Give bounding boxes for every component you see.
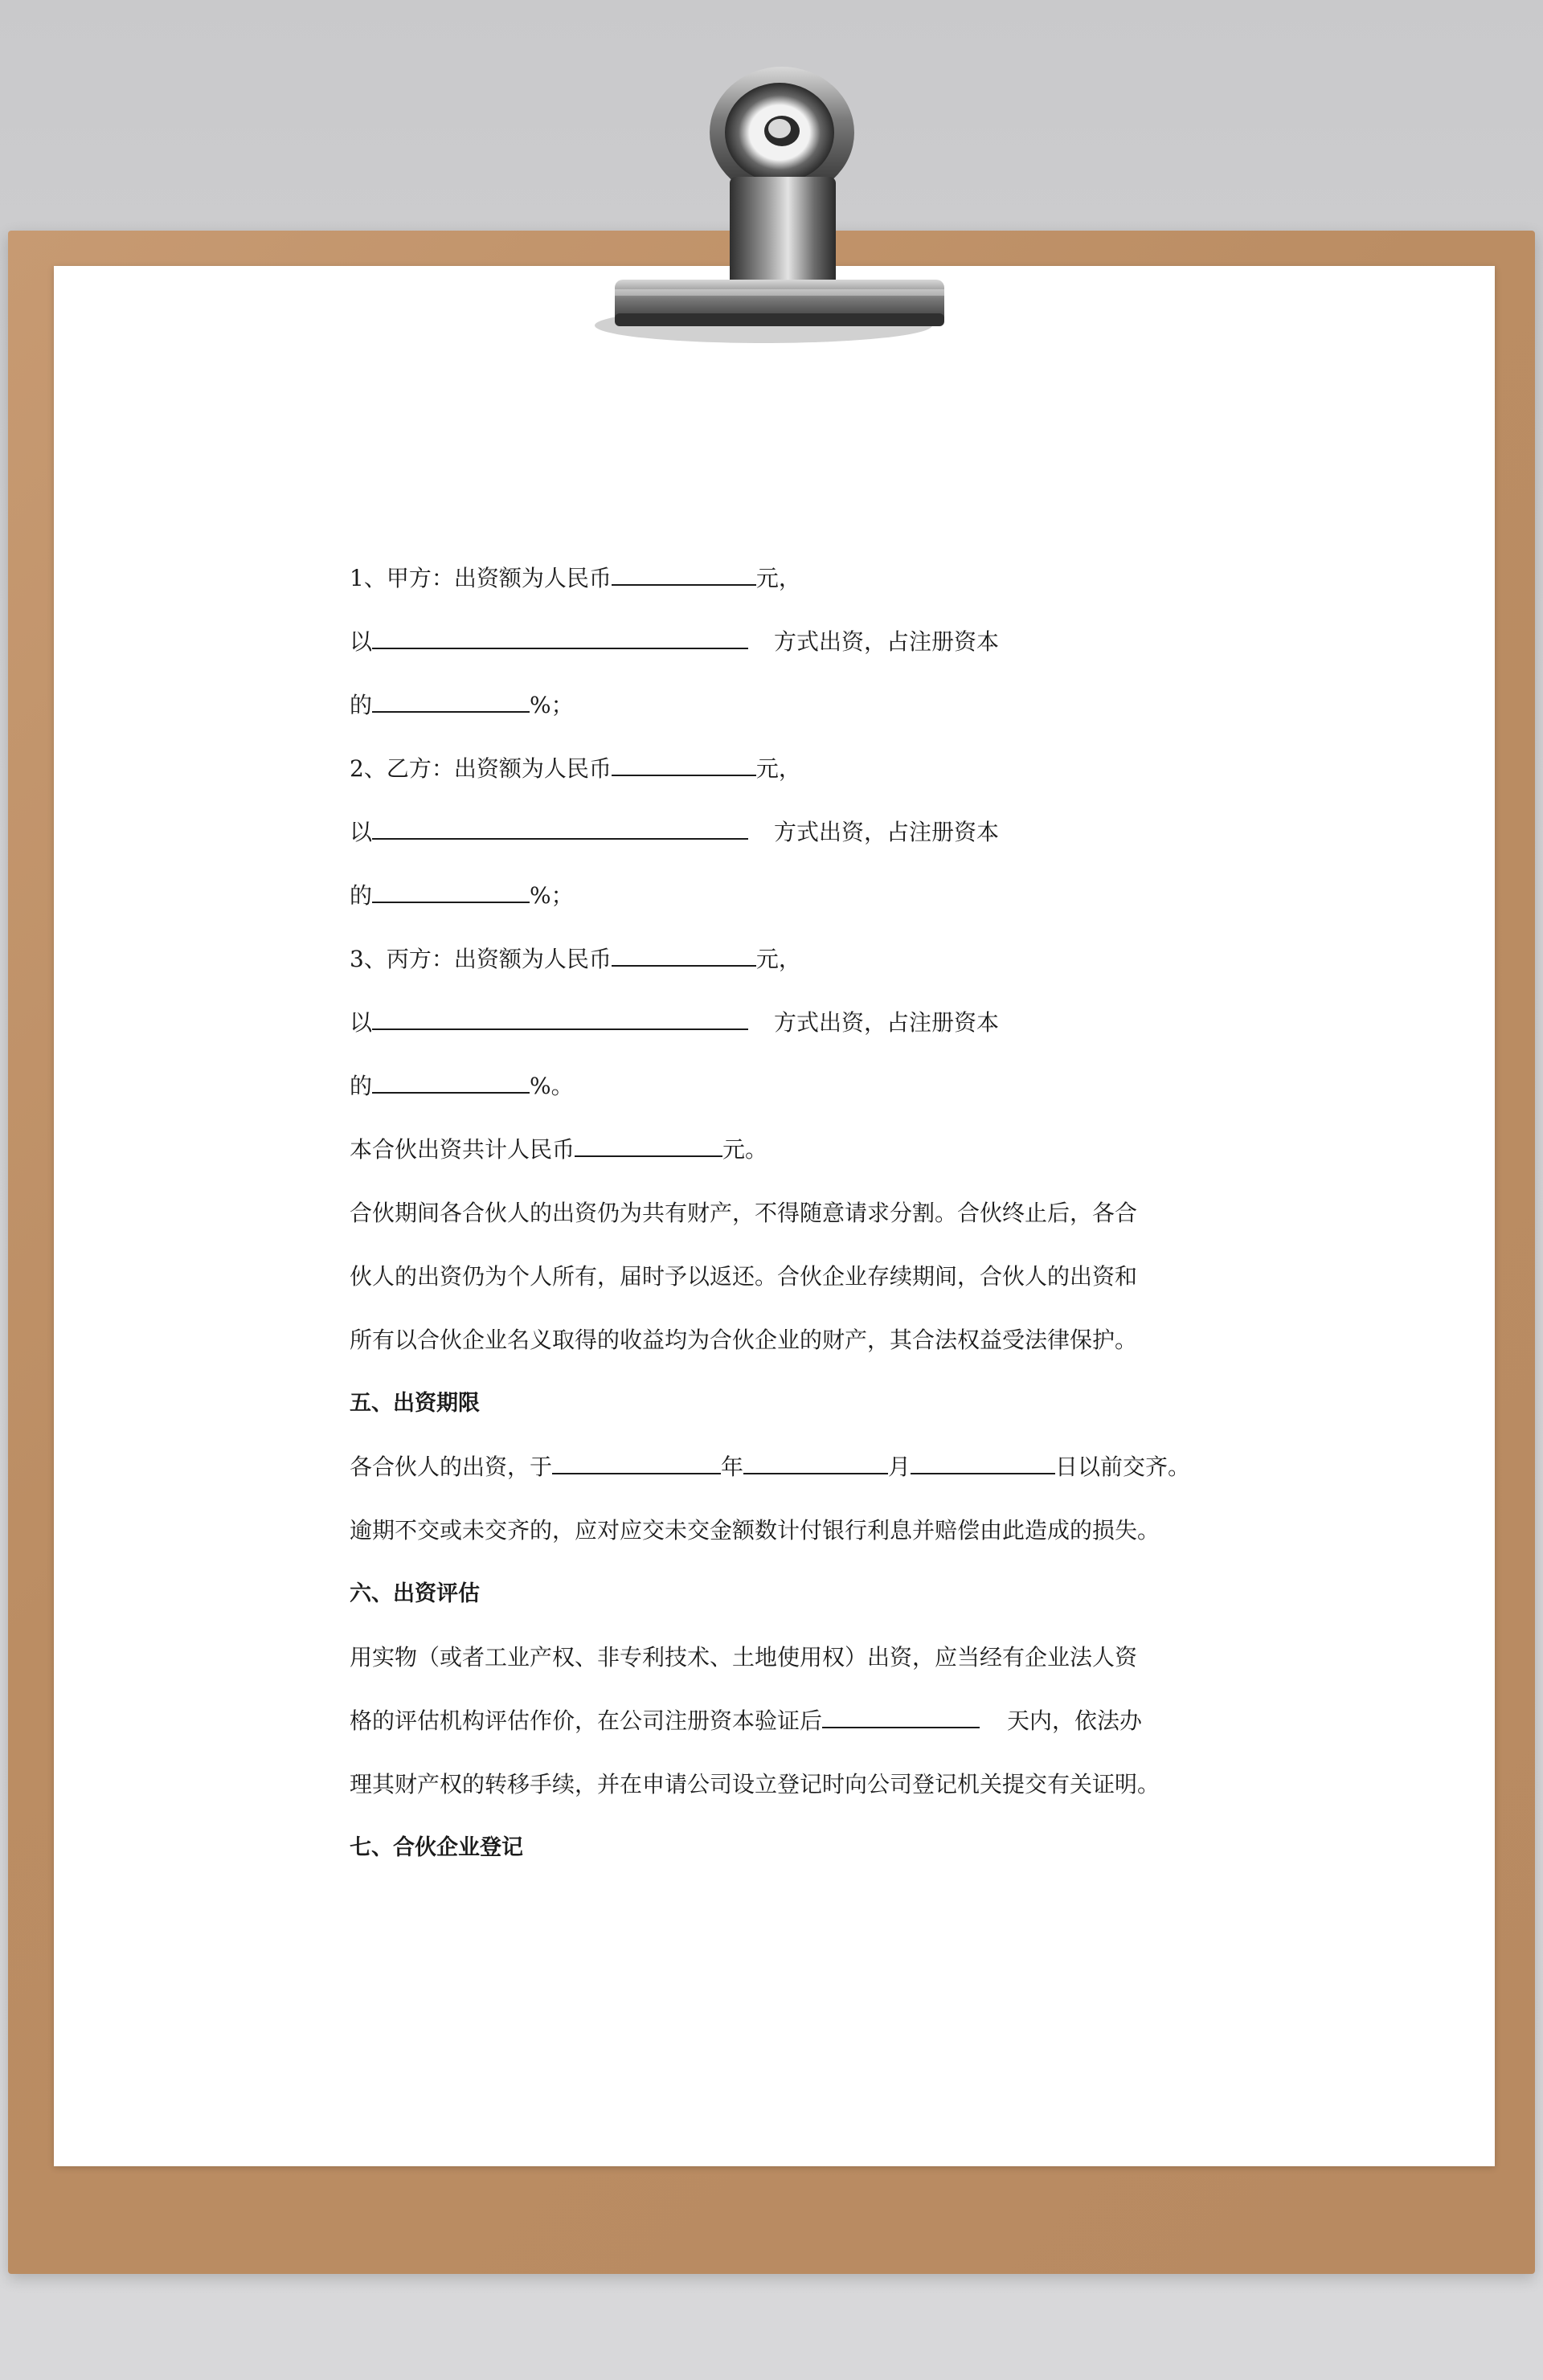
line-text: 元。 [722, 1136, 768, 1163]
line-text: 元， [755, 755, 801, 782]
line-text: 格的评估机构评估作价，在公司注册资本验证后 [350, 1707, 823, 1734]
party-c-amount-line [350, 935, 1218, 999]
method-blank [372, 816, 748, 840]
line-text: %； [530, 882, 574, 909]
amount-blank [612, 562, 756, 586]
valuation-days-line [350, 1697, 1218, 1760]
line-text: 日以前交齐。 [1055, 1454, 1191, 1480]
days-blank [822, 1704, 980, 1728]
deadline-line [350, 1443, 1218, 1507]
contract-text [350, 554, 1218, 1887]
binder-clip-icon [579, 48, 948, 354]
line-text: 方式出资，占注册资本 [774, 628, 1000, 655]
line-text: 1、甲方：出资额为人民币 [350, 565, 612, 591]
party-a-method-line [350, 618, 1218, 681]
section-heading: 七、合伙企业登记 [350, 1835, 523, 1860]
line-text: 3、丙方：出资额为人民币 [350, 946, 612, 972]
paragraph-line: 合伙期间各合伙人的出资仍为共有财产，不得随意请求分割。合伙终止后，各合 [350, 1200, 1138, 1226]
line-text: %； [530, 692, 574, 718]
line-text: 月 [888, 1454, 911, 1480]
party-c-percent-line [350, 1062, 1218, 1126]
line-text: 各合伙人的出资，于 [350, 1454, 553, 1480]
line-text: 以 [350, 628, 373, 655]
line-text: 本合伙出资共计人民币 [350, 1136, 575, 1163]
section-heading: 五、出资期限 [350, 1391, 480, 1416]
percent-blank [372, 1069, 530, 1094]
total-amount-line [350, 1126, 1218, 1189]
line-text: 以 [350, 1009, 373, 1036]
line-text: 的 [350, 1073, 373, 1099]
percent-blank [372, 689, 530, 713]
line-text: 方式出资，占注册资本 [774, 819, 1000, 845]
party-c-method-line [350, 999, 1218, 1062]
year-blank [552, 1450, 721, 1474]
paragraph-line: 用实物（或者工业产权、非专利技术、土地使用权）出资，应当经有企业法人资 [350, 1644, 1138, 1670]
party-b-method-line [350, 808, 1218, 872]
percent-blank [372, 879, 530, 903]
line-text: 年 [721, 1454, 744, 1480]
paragraph-line: 所有以合伙企业名义取得的收益均为合伙企业的财产，其合法权益受法律保护。 [350, 1327, 1138, 1353]
month-blank [743, 1450, 888, 1474]
party-a-percent-line [350, 681, 1218, 745]
line-text: 以 [350, 819, 373, 845]
paragraph-line: 逾期不交或未交齐的，应对应交未交金额数计付银行利息并赔偿由此造成的损失。 [350, 1517, 1160, 1544]
line-text: 的 [350, 882, 373, 909]
party-b-percent-line [350, 872, 1218, 935]
line-text: %。 [530, 1073, 574, 1099]
method-blank [372, 625, 748, 649]
paragraph-line: 理其财产权的转移手续，并在申请公司设立登记时向公司登记机关提交有关证明。 [350, 1771, 1160, 1797]
amount-blank [612, 943, 756, 967]
line-text: 的 [350, 692, 373, 718]
amount-blank [575, 1133, 722, 1157]
line-text: 方式出资，占注册资本 [774, 1009, 1000, 1036]
method-blank [372, 1006, 748, 1030]
line-text: 2、乙方：出资额为人民币 [350, 755, 612, 782]
line-text: 元， [755, 565, 801, 591]
section-heading: 六、出资评估 [350, 1581, 480, 1606]
party-b-amount-line [350, 745, 1218, 808]
line-text: 天内，依法办 [1007, 1707, 1143, 1734]
paragraph-line: 伙人的出资仍为个人所有，届时予以返还。合伙企业存续期间，合伙人的出资和 [350, 1263, 1138, 1290]
party-a-amount-line [350, 554, 1218, 618]
day-blank [911, 1450, 1055, 1474]
amount-blank [612, 752, 756, 776]
line-text: 元， [755, 946, 801, 972]
